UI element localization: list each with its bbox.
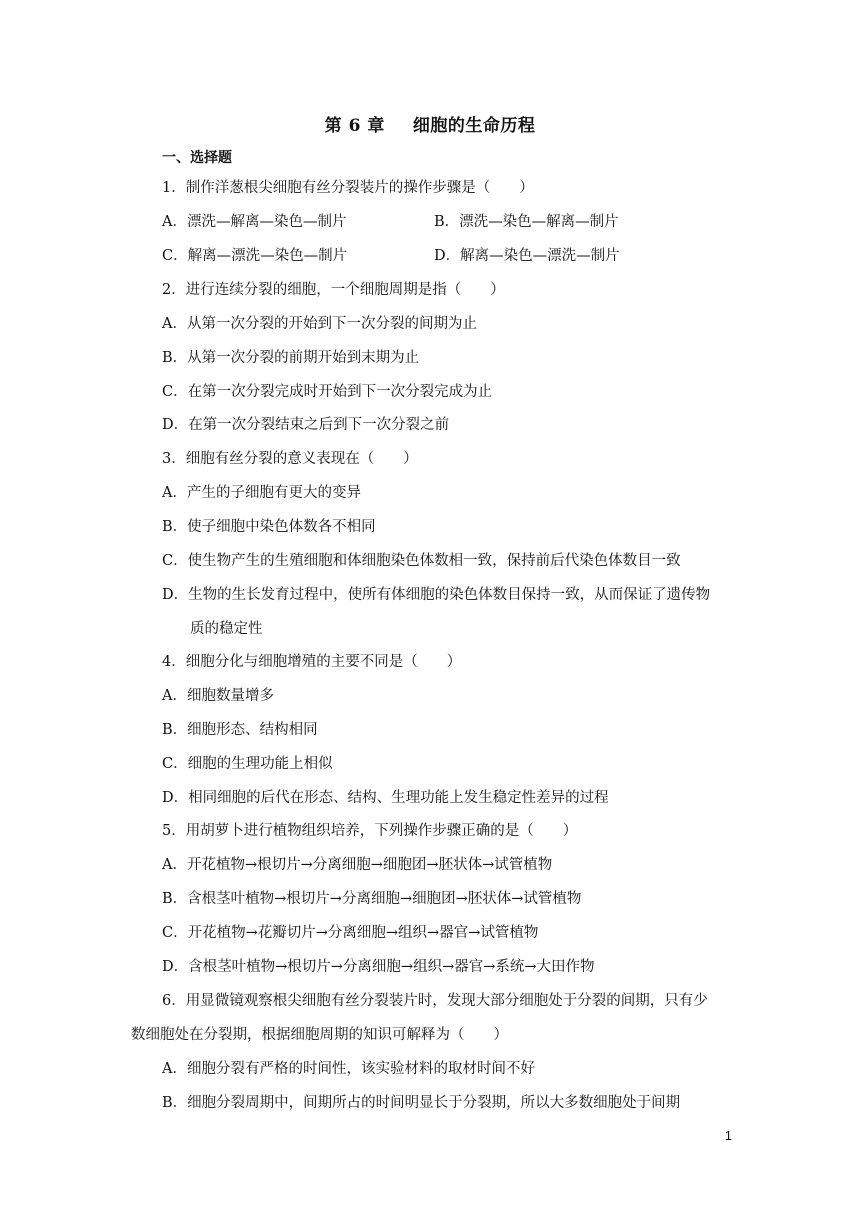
question-6-option-a: A．细胞分裂有严格的时间性，该实验材料的取材时间不好: [162, 1061, 535, 1077]
page-number: 1: [724, 1128, 732, 1143]
question-3-option-c: C．使生物产生的生殖细胞和体细胞染色体数相一致，保持前后代染色体数目一致: [162, 553, 681, 569]
question-1: 1．制作洋葱根尖细胞有丝分裂装片的操作步骤是（ ）: [162, 180, 534, 196]
question-4: 4．细胞分化与细胞增殖的主要不同是（ ）: [162, 654, 462, 670]
question-6-continued: 数细胞处在分裂期，根据细胞周期的知识可解释为（ ）: [131, 1027, 508, 1043]
question-5-option-b: B．含根茎叶植物→根切片→分离细胞→细胞团→胚状体→试管植物: [162, 891, 582, 907]
question-3-option-a: A．产生的子细胞有更大的变异: [162, 485, 361, 501]
question-1-option-d: D．解离—染色—漂洗—制片: [434, 248, 620, 264]
question-3: 3．细胞有丝分裂的意义表现在（ ）: [162, 451, 418, 467]
question-3-option-b: B．使子细胞中染色体数各不相同: [162, 519, 376, 535]
question-5-option-a: A．开花植物→根切片→分离细胞→细胞团→胚状体→试管植物: [162, 857, 553, 873]
question-2-option-c: C．在第一次分裂完成时开始到下一次分裂完成为止: [162, 384, 493, 400]
question-1-option-a: A．漂洗—解离—染色—制片: [162, 214, 347, 230]
question-4-option-b: B．细胞形态、结构相同: [162, 722, 318, 738]
question-5: 5．用胡萝卜进行植物组织培养，下列操作步骤正确的是（ ）: [162, 823, 578, 839]
question-1-option-b: B．漂洗—染色—解离—制片: [434, 214, 619, 230]
question-3-option-d: D．生物的生长发育过程中，使所有体细胞的染色体数目保持一致，从而保证了遗传物: [162, 587, 711, 603]
section-heading: 一、选择题: [162, 150, 232, 166]
question-2-option-a: A．从第一次分裂的开始到下一次分裂的间期为止: [162, 316, 477, 332]
question-3-option-d-continued: 质的稳定性: [190, 621, 263, 637]
chapter-title: [0, 111, 860, 136]
question-2-option-b: B．从第一次分裂的前期开始到末期为止: [162, 350, 420, 366]
question-2: 2．进行连续分裂的细胞，一个细胞周期是指（ ）: [162, 282, 505, 298]
question-6-option-b: B．细胞分裂周期中，间期所占的时间明显长于分裂期，所以大多数细胞处于间期: [162, 1095, 681, 1111]
question-4-option-a: A．细胞数量增多: [162, 688, 274, 704]
question-6: 6．用显微镜观察根尖细胞有丝分裂装片时，发现大部分细胞处于分裂的间期，只有少: [162, 993, 708, 1009]
chapter-name: 细胞的生命历程: [412, 116, 536, 136]
question-1-option-c: C．解离—漂洗—染色—制片: [162, 248, 348, 264]
question-5-option-d: D．含根茎叶植物→根切片→分离细胞→组织→器官→系统→大田作物: [162, 959, 595, 975]
question-4-option-d: D．相同细胞的后代在形态、结构、生理功能上发生稳定性差异的过程: [162, 790, 609, 806]
question-5-option-c: C．开花植物→花瓣切片→分离细胞→组织→器官→试管植物: [162, 925, 539, 941]
chapter-number: 第 6 章: [324, 116, 385, 136]
question-2-option-d: D．在第一次分裂结束之后到下一次分裂之前: [162, 417, 450, 433]
question-4-option-c: C．细胞的生理功能上相似: [162, 756, 333, 772]
